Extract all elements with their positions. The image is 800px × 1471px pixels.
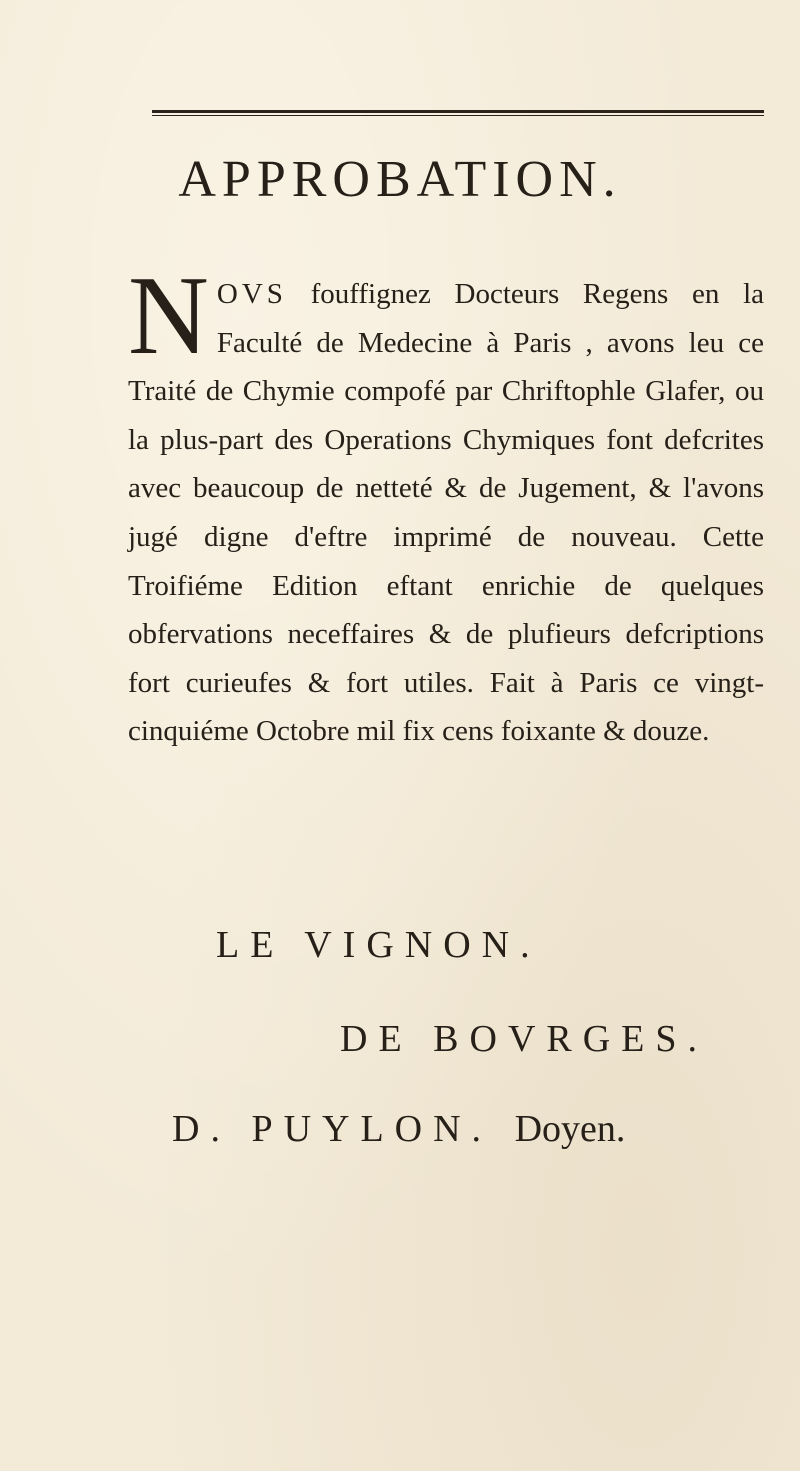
signature-puylon-name: D. PUYLON.: [172, 1108, 493, 1150]
approbation-paragraph: [128, 254, 764, 756]
opening-words: OVS: [216, 278, 287, 310]
signature-puylon: [172, 1106, 625, 1152]
signature-doyen-title: Doyen.: [514, 1108, 626, 1150]
drop-cap: N: [128, 254, 209, 378]
signature-le-vignon: LE VIGNON.: [216, 924, 541, 966]
signature-de-bourges: DE BOVRGES.: [340, 1018, 709, 1060]
paragraph-text: fouffignez Docteurs Regens en la Faculté de Medecine à Paris , avons leu ce Traité de Chymie compofé par Chriftophle Glafer, ou la plus-part des Operations Chymiques font defcrites avec beaucoup de netteté & de Jugement, & l'avons jugé digne d'eftre imprimé de nouveau. Cette Troifiéme Edition eftant enrichie de quelques obfervations neceffaires & de plufieurs defcriptions fort curieufes & fort utiles. Fait à Paris ce vingt-cinquiéme Octobre mil fix cens foixante & douze.: [128, 278, 764, 748]
page-heading: APPROBATION.: [178, 151, 622, 208]
header-rule: [152, 110, 764, 116]
